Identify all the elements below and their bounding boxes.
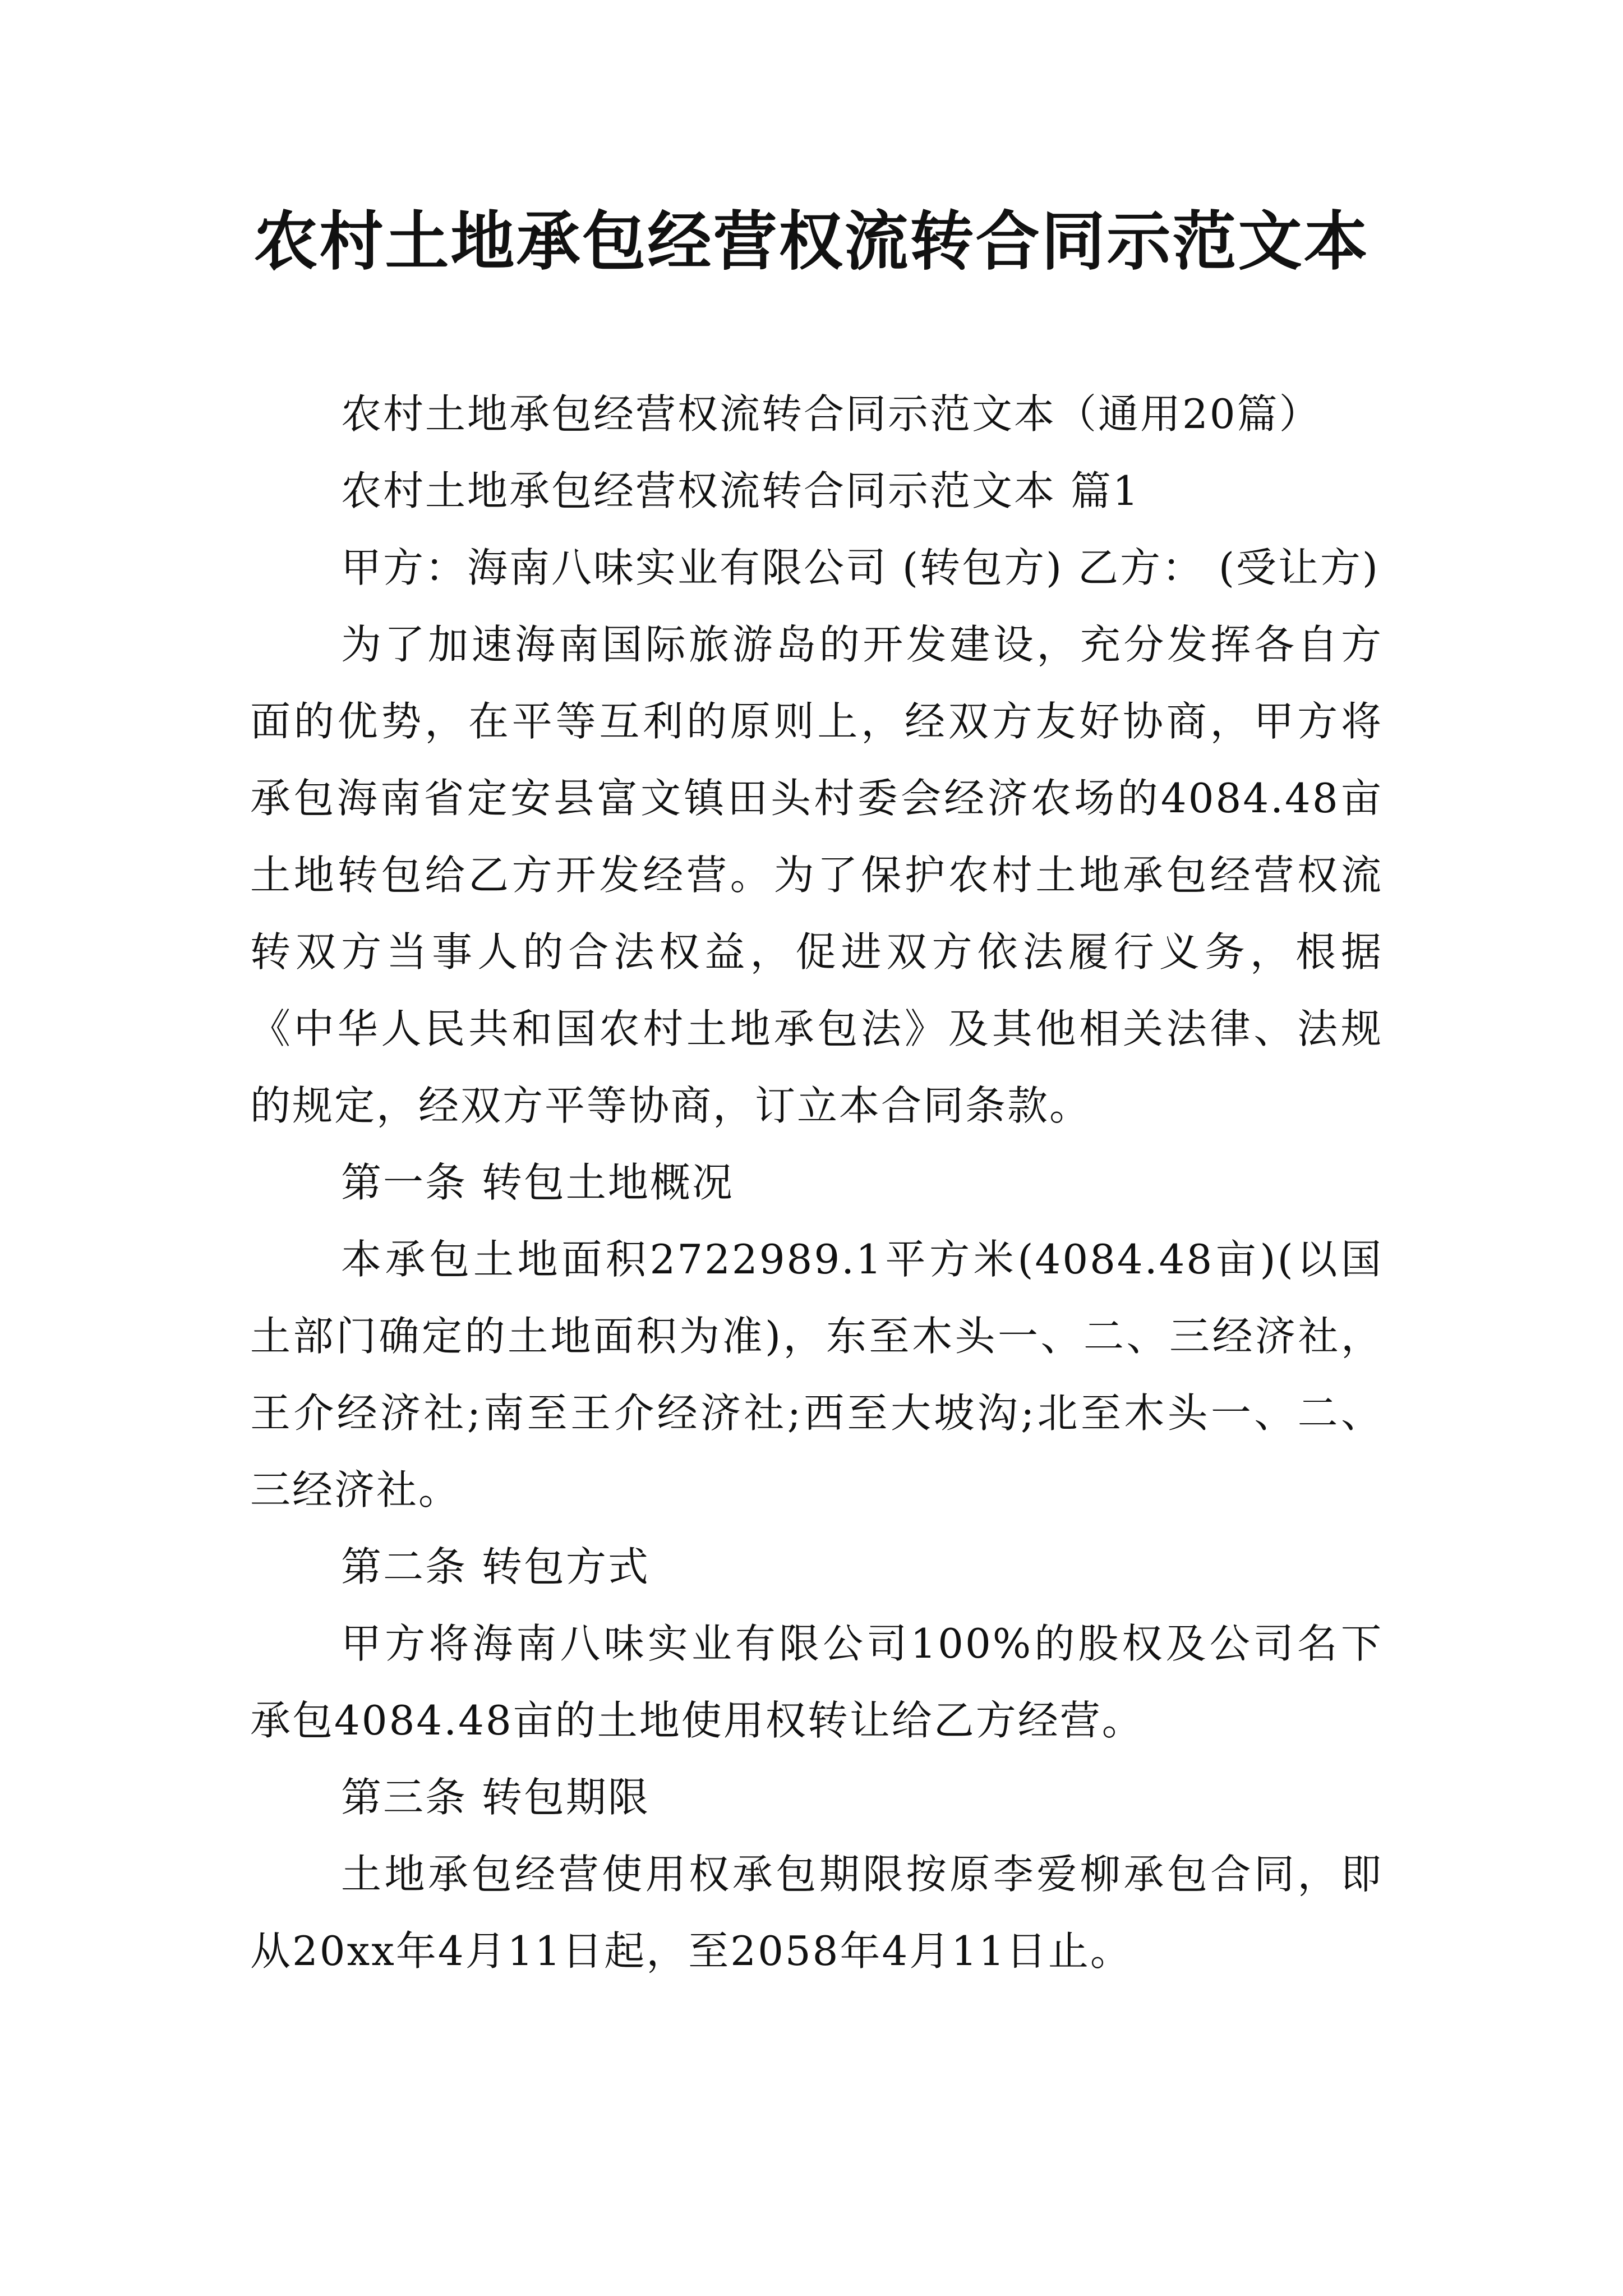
article-heading: 第一条 转包土地概况 xyxy=(341,1159,734,1206)
article-paragraph: 甲方将海南八味实业有限公司100%的股权及公司名下承包4084.48亩的土地使用权转让给乙方经营。 xyxy=(250,1620,1383,1744)
article-heading: 第三条 转包期限 xyxy=(341,1774,650,1821)
article-paragraph: 本承包土地面积2722989.1平方米(4084.48亩)(以国土部门确定的土地面积为准)，东至木头一、二、三经济社，王介经济社;南至王介经济社;西至大坡沟;北至木头一、二、三经济社。 xyxy=(250,1236,1383,1513)
article-paragraph: 土地承包经营使用权承包期限按原李爱柳承包合同，即从20xx年4月11日起，至2058年4月11日止。 xyxy=(250,1851,1383,1975)
document-subtitle: 农村土地承包经营权流转合同示范文本（通用20篇） xyxy=(341,390,1321,438)
document-body xyxy=(250,376,1383,1990)
parties-paragraph: 甲方：海南八味实业有限公司 (转包方) 乙方： (受让方) xyxy=(341,544,1380,591)
article-heading: 第二条 转包方式 xyxy=(341,1543,650,1590)
section-heading: 农村土地承包经营权流转合同示范文本 篇1 xyxy=(341,467,1140,514)
preamble-paragraph: 为了加速海南国际旅游岛的开发建设，充分发挥各自方面的优势，在平等互利的原则上，经双方友好协商，甲方将承包海南省定安县富文镇田头村委会经济农场的4084.48亩土地转包给乙方开发经营。为了保护农村土地承包经营权流转双方当事人的合法权益，促进双方依法履行义务，根据《中华人民共和国农村土地承包法》及其他相关法律、法规的规定，经双方平等协商，订立本合同条款。 xyxy=(250,621,1383,1129)
document-title: 农村土地承包经营权流转合同示范文本 xyxy=(253,204,1370,279)
